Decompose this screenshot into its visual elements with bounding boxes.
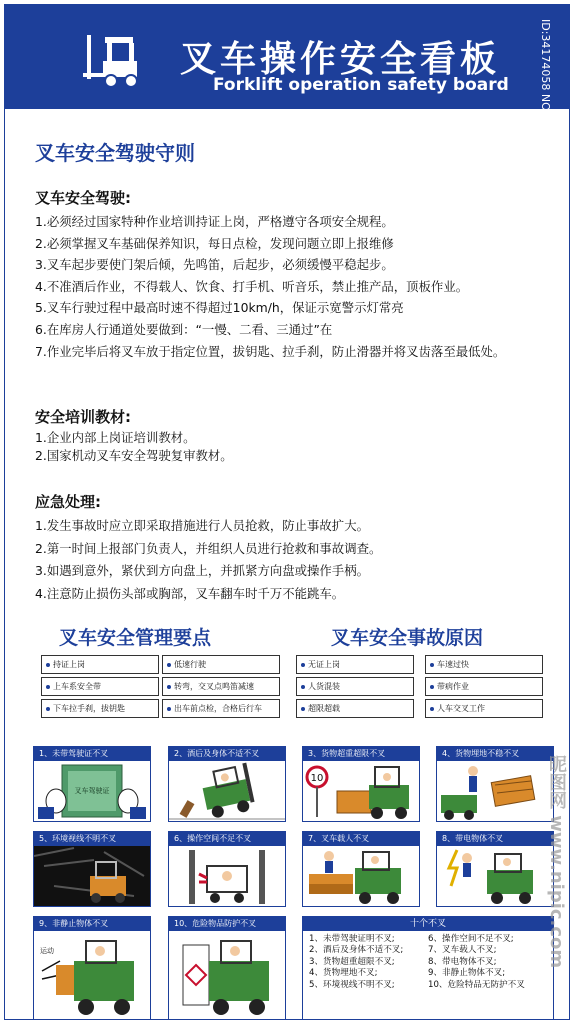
motion-label: 运动	[40, 947, 54, 955]
list-item: 9、非静止物体不叉;	[428, 968, 506, 979]
panel-poor-visibility: 5、环境视线不明不叉	[33, 831, 151, 907]
list-item: 8、带电物体不叉;	[428, 956, 497, 967]
list-item: 2.必须掌握叉车基础保养知识，每日点检，发现问题立即上报维修	[35, 235, 394, 251]
list-item: 7、叉车载人不叉;	[428, 945, 497, 956]
emergency-list	[35, 515, 540, 605]
driving-list	[35, 211, 540, 362]
list-item: 3、货物超重超限不叉;	[309, 956, 395, 967]
driving-heading: 叉车安全驾驶:	[35, 189, 131, 207]
list-item: 3.如遇到意外，紧伏到方向盘上，并抓紧方向盘或操作手柄。	[35, 563, 369, 578]
electric-hazard-illustration	[437, 846, 553, 906]
board-title: 叉车操作安全看板	[180, 39, 501, 80]
management-title: 叉车安全管理要点	[59, 627, 212, 649]
moving-object-illustration	[34, 931, 150, 1020]
management-item: 转弯，交叉点鸣笛减速	[162, 677, 280, 696]
carrying-people-illustration	[303, 846, 419, 906]
list-item: 7.作业完毕后将叉车放于指定位置，拔钥匙、拉手刹，防止滑器并将叉齿落至最低处。	[35, 343, 506, 359]
list-item: 1、未带驾驶证明不叉;	[309, 934, 395, 944]
panel-dangerous-goods: 10、危险物品防护不叉	[168, 916, 286, 1020]
list-item: 10、危险特品无防护不叉	[428, 979, 525, 990]
list-item: 4.不准酒后作业，不得载人、饮食、打手机、听音乐，禁止推产品，顶板作业。	[35, 278, 469, 294]
panel-narrow-space: 6、操作空间不足不叉	[168, 831, 286, 907]
training-heading: 安全培训教材:	[35, 408, 131, 426]
accident-item: 超限超载	[296, 699, 414, 718]
accidents-title: 叉车安全事故原因	[331, 627, 484, 649]
ten-not-lift-box	[302, 916, 554, 1020]
panel-carrying-people: 7、叉车载人不叉	[302, 831, 420, 907]
list-item: 5.叉车行驶过程中最高时速不得超过10km/h，保证示宽警示灯常亮	[35, 300, 404, 316]
panel-no-license: 1、未带驾驶证不叉 叉车驾驶证	[33, 746, 151, 822]
accident-item: 人货混装	[296, 677, 414, 696]
ten-not-right-column	[428, 934, 547, 991]
ten-not-left-column	[309, 934, 428, 991]
list-item: 6、操作空间不足不叉;	[428, 934, 514, 944]
management-item: 低速行驶	[162, 655, 280, 674]
overload-illustration	[303, 761, 419, 821]
list-item: 2.第一时间上报部门负责人，并组织人员进行抢救和事故调查。	[35, 540, 382, 556]
dangerous-goods-illustration	[169, 931, 285, 1020]
accident-item: 人车交叉工作	[425, 699, 543, 718]
buried-cargo-illustration	[437, 761, 553, 821]
management-item: 持证上岗	[41, 655, 159, 674]
forklift-icon	[83, 33, 153, 89]
list-item: 6.在库房人行通道处要做到：“一慢、二看、三通过”在	[35, 321, 333, 337]
accident-item: 带病作业	[425, 677, 543, 696]
list-item: 5、环境视线不明不叉;	[309, 979, 395, 990]
list-item: 1.发生事故时应立即采取措施进行人员抢救，防止事故扩大。	[35, 518, 369, 533]
accident-item: 车速过快	[425, 655, 543, 674]
management-item: 上车系安全带	[41, 677, 159, 696]
list-item: 2、酒后及身体不适不叉;	[309, 945, 404, 956]
list-item: 4、货物埋地不叉;	[309, 968, 378, 979]
management-item: 出车前点检，合格后行车	[162, 699, 280, 718]
panel-buried-cargo: 4、货物埋地不稳不叉	[436, 746, 554, 822]
emergency-heading: 应急处理:	[35, 493, 101, 511]
license-book-illustration	[34, 761, 150, 821]
narrow-space-illustration	[169, 846, 285, 906]
watermark: 昵图网 www.nipic.com	[546, 755, 567, 969]
tilted-forklift-illustration	[169, 761, 285, 821]
list-item: 1.企业内部上岗证培训教材。	[35, 430, 196, 445]
board-subtitle: Forklift operation safety board	[213, 75, 509, 95]
book-label: 叉车驾驶证	[74, 787, 110, 795]
rules-title: 叉车安全驾驶守则	[35, 141, 195, 165]
panel-drunk: 2、酒后及身体不适不叉	[168, 746, 286, 822]
speed-sign-label: 10	[310, 773, 324, 784]
list-item: 2.国家机动叉车安全驾驶复审教材。	[35, 448, 233, 463]
list-item: 3.叉车起步要使门架后倾，先鸣笛，后起步，必须缓慢平稳起步。	[35, 257, 394, 273]
accident-item: 无证上岗	[296, 655, 414, 674]
management-item: 下车拉手刹，拔钥匙	[41, 699, 159, 718]
header-banner	[5, 5, 569, 109]
ten-not-title: 十个不叉	[303, 917, 553, 931]
dark-visibility-illustration	[34, 846, 150, 906]
training-list	[35, 429, 540, 465]
panel-live-electric: 8、带电物体不叉	[436, 831, 554, 907]
panel-overload: 3、货物超重超限不叉 10	[302, 746, 420, 822]
list-item: 1.必须经过国家特种作业培训持证上岗，严格遵守各项安全规程。	[35, 214, 394, 229]
safety-board	[4, 4, 570, 1020]
list-item: 4.注意防止损伤头部或胸部，叉车翻车时千万不能跳车。	[35, 585, 345, 601]
panel-moving-object: 9、非静止物体不叉 运动	[33, 916, 151, 1020]
image-id-text: ID:34174058 NO.20260509152141343104	[539, 19, 552, 254]
